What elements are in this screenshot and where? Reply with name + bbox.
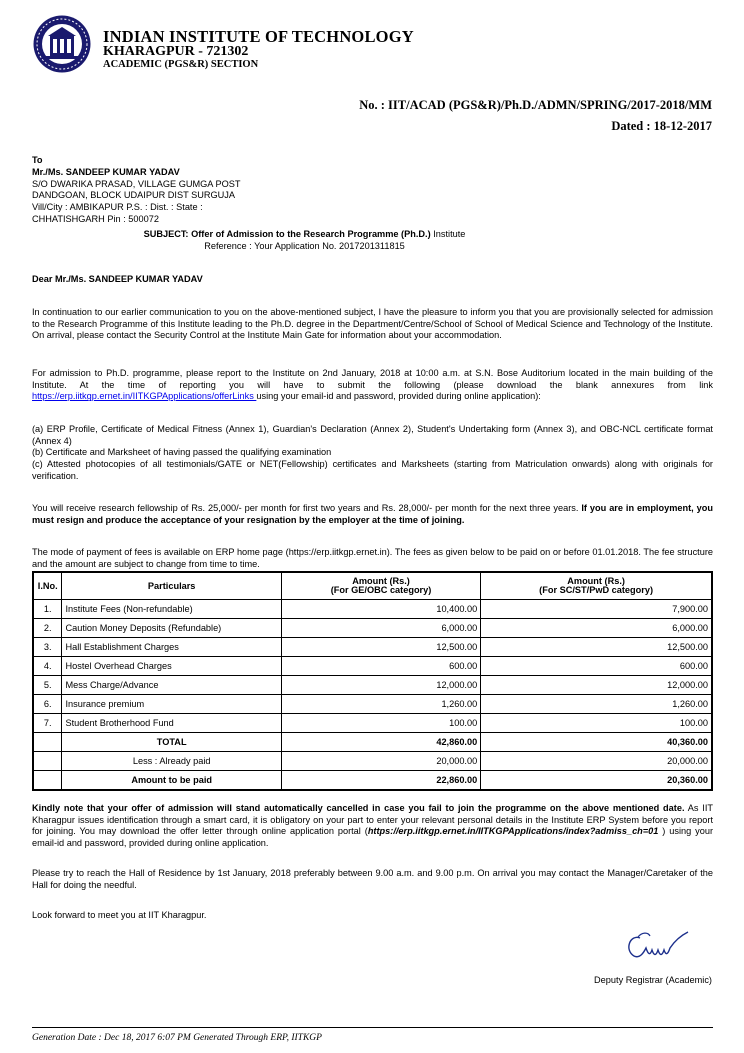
header-amount-label: Amount (Rs.): [567, 576, 625, 586]
row-particular: Student Brotherhood Fund: [62, 714, 281, 733]
list-item: (b) Certificate and Marksheet of having passed the qualifying examination: [32, 447, 332, 458]
list-item: (c) Attested photocopies of all testimonials/GATE or NET(Fellowship) certificates and Marksheets (starting from Matriculation onwards) along with originals for verification.: [32, 459, 713, 481]
row-amount-sc: 6,000.00: [481, 619, 712, 638]
due-row: [33, 771, 712, 791]
subject-label: SUBJECT:: [143, 229, 189, 239]
row-amount-gen: 1,260.00: [281, 695, 480, 714]
header-category-label: (For SC/ST/PwD category): [539, 585, 654, 595]
signature-image: [618, 924, 698, 970]
paid-label: Less : Already paid: [62, 752, 281, 771]
documents-list: [32, 424, 713, 483]
signatory-title: Deputy Registrar (Academic): [594, 975, 712, 985]
table-row: [33, 619, 712, 638]
smart-card-text: As IIT Kharagpur issues identification through a smart card, it is obligatory on your part to enter your relevant personal details in the Institute ERP System before you report for joining. You may download the offer letter through online application portal (: [32, 803, 713, 837]
row-particular: Institute Fees (Non-refundable): [62, 600, 281, 619]
row-amount-gen: 600.00: [281, 657, 480, 676]
table-row: [33, 657, 712, 676]
footer-divider: [32, 1027, 713, 1028]
iit-kharagpur-logo-icon: [32, 14, 92, 74]
address-line: S/O DWARIKA PRASAD, VILLAGE GUMGA POST: [32, 178, 241, 189]
paragraph-selection: In continuation to our earlier communication to you on the above-mentioned subject, I have the pleasure to inform you that you are provisionally selected for admission to the Research Programme of this Institute leading to the Ph.D. degree in the Department/Centre/School of School of Medical Science and Technology of the Institute. On arrival, please contact the Security Control at the Institute Main Gate for information about your accommodation.: [32, 307, 713, 341]
paid-row: [33, 752, 712, 771]
paragraph-closing: Look forward to meet you at IIT Kharagpur.: [32, 910, 207, 920]
paid-gen: 20,000.00: [281, 752, 480, 771]
row-particular: Hostel Overhead Charges: [62, 657, 281, 676]
paragraph-fellowship: [32, 503, 713, 526]
header-amount-gen: [281, 572, 480, 600]
row-sno: 7.: [33, 714, 62, 733]
address-block: [32, 155, 240, 226]
row-particular: Insurance premium: [62, 695, 281, 714]
row-particular: Hall Establishment Charges: [62, 638, 281, 657]
row-sno: 5.: [33, 676, 62, 695]
header-sno: I.No.: [33, 572, 62, 600]
row-amount-gen: 12,500.00: [281, 638, 480, 657]
empty-cell: [33, 771, 62, 791]
due-label: Amount to be paid: [62, 771, 281, 791]
recipient-name: Mr./Ms. SANDEEP KUMAR YADAV: [32, 166, 180, 177]
table-header-row: [33, 572, 712, 600]
fellowship-text: You will receive research fellowship of Rs. 25,000/- per month for first two years and Rs. 28,000/- per month for the next three years.: [32, 503, 582, 513]
row-particular: Caution Money Deposits (Refundable): [62, 619, 281, 638]
row-amount-sc: 12,000.00: [481, 676, 712, 695]
reporting-text-end: using your email-id and password, provided during online application):: [256, 391, 541, 402]
subject-text: Offer of Admission to the Research Programme (Ph.D.): [191, 229, 431, 239]
table-row: [33, 695, 712, 714]
application-portal-link[interactable]: https://erp.iitkgp.ernet.in/IITKGPApplications/index?admiss_ch=01: [367, 826, 659, 837]
smart-card-text-end: ) using your email-id and password, provided during online application.: [32, 826, 714, 849]
total-sc: 40,360.00: [481, 733, 712, 752]
paragraph-cancellation-note: [32, 803, 713, 850]
total-gen: 42,860.00: [281, 733, 480, 752]
generation-footer: Generation Date : Dec 18, 2017 6:07 PM Generated Through ERP, IITKGP: [32, 1033, 322, 1043]
address-line: DANDGOAN, BLOCK UDAIPUR DIST SURGUJA: [32, 190, 236, 201]
due-gen: 22,860.00: [281, 771, 480, 791]
row-amount-sc: 12,500.00: [481, 638, 712, 657]
row-amount-sc: 600.00: [481, 657, 712, 676]
row-sno: 2.: [33, 619, 62, 638]
table-row: [33, 676, 712, 695]
paid-sc: 20,000.00: [481, 752, 712, 771]
letter-date: Dated : 18-12-2017: [611, 119, 712, 133]
row-amount-gen: 12,000.00: [281, 676, 480, 695]
header-category-label: (For GE/OBC category): [330, 585, 432, 595]
reference-number: No. : IIT/ACAD (PGS&R)/Ph.D./ADMN/SPRING/2017-2018/MM: [359, 98, 712, 112]
employment-note: If you are in employment, you must resign and produce the acceptance of your resignation by the employer at the time of joining.: [32, 503, 713, 525]
subject-suffix: Institute: [433, 229, 466, 239]
subject-line: [32, 229, 577, 239]
row-amount-sc: 1,260.00: [481, 695, 712, 714]
row-amount-gen: 10,400.00: [281, 600, 480, 619]
row-amount-sc: 7,900.00: [481, 600, 712, 619]
table-row: [33, 714, 712, 733]
total-row: [33, 733, 712, 752]
empty-cell: [33, 752, 62, 771]
row-sno: 3.: [33, 638, 62, 657]
address-line: Vill/City : AMBIKAPUR P.S. : Dist. : State :: [32, 202, 203, 213]
cancellation-warning: Kindly note that your offer of admission will stand automatically cancelled in case you fail to join the programme on the above mentioned date.: [32, 803, 685, 813]
total-label: TOTAL: [62, 733, 281, 752]
header-particulars: Particulars: [62, 572, 281, 600]
institute-section: ACADEMIC (PGS&R) SECTION: [103, 59, 259, 70]
header-amount-label: Amount (Rs.): [352, 576, 410, 586]
paragraph-hall: Please try to reach the Hall of Residence by 1st January, 2018 preferably between 9.00 a.m. and 9.00 p.m. On arrival you may contact the Manager/Caretaker of the Hall for doing the needful.: [32, 868, 713, 890]
to-label: To: [32, 155, 43, 165]
row-sno: 1.: [33, 600, 62, 619]
address-line: CHHATISHGARH Pin : 500072: [32, 213, 159, 224]
empty-cell: [33, 733, 62, 752]
institute-city: KHARAGPUR - 721302: [103, 44, 249, 59]
row-amount-gen: 100.00: [281, 714, 480, 733]
paragraph-fees: The mode of payment of fees is available on ERP home page (https://erp.iitkgp.ernet.in). The fees as given below to be paid on or before 01.01.2018. The fee structure and the amount are subject to change from time to time.: [32, 547, 713, 569]
due-sc: 20,360.00: [481, 771, 712, 791]
paragraph-reporting: [32, 368, 713, 403]
offer-links-link[interactable]: https://erp.iitkgp.ernet.in/IITKGPApplications/offerLinks: [32, 391, 257, 402]
list-item: (a) ERP Profile, Certificate of Medical Fitness (Annex 1), Guardian's Declaration (Annex 2), Student's Undertaking form (Annex 3), and OBC-NCL certificate format (Annex 4): [32, 424, 713, 446]
row-amount-sc: 100.00: [481, 714, 712, 733]
reporting-text: For admission to Ph.D. programme, please report to the Institute on 2nd January, 2018 at 10:00 a.m. at S.N. Bose Auditorium located in the main building of the Institute. At the time of reporting you will have to submit the following (please download the blank annexures from link: [32, 368, 713, 390]
row-sno: 4.: [33, 657, 62, 676]
application-reference: Reference : Your Application No. 2017201311815: [204, 241, 405, 251]
row-particular: Mess Charge/Advance: [62, 676, 281, 695]
table-row: [33, 600, 712, 619]
header-amount-sc: [481, 572, 712, 600]
salutation: Dear Mr./Ms. SANDEEP KUMAR YADAV: [32, 274, 203, 284]
fees-table: [32, 571, 713, 791]
institute-name: INDIAN INSTITUTE OF TECHNOLOGY: [103, 27, 414, 46]
row-sno: 6.: [33, 695, 62, 714]
table-row: [33, 638, 712, 657]
row-amount-gen: 6,000.00: [281, 619, 480, 638]
